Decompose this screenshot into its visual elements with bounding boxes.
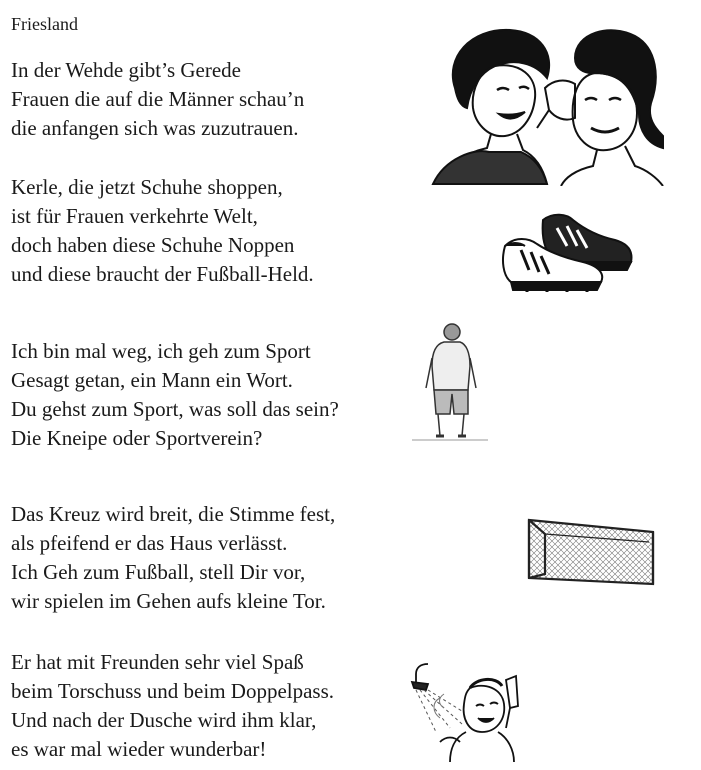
poem-line: Und nach der Dusche wird ihm klar, — [11, 708, 317, 732]
poem-line: als pfeifend er das Haus verlässt. — [11, 531, 288, 555]
stanza-1 — [11, 56, 304, 143]
poem-line: Gesagt getan, ein Mann ein Wort. — [11, 368, 293, 392]
poem-line: Er hat mit Freunden sehr viel Spaß — [11, 650, 304, 674]
poem-line: Frauen die auf die Männer schau’n — [11, 87, 305, 111]
poem-line: beim Torschuss und beim Doppelpass. — [11, 679, 335, 703]
poem-line: In der Wehde gibt’s Gerede — [11, 58, 242, 82]
football-boots-icon — [497, 206, 637, 292]
gossiping-women-icon — [425, 18, 665, 186]
stanza-5 — [11, 648, 334, 764]
poem-line: Kerle, die jetzt Schuhe shoppen, — [11, 175, 283, 199]
poem-line: doch haben diese Schuhe Noppen — [11, 233, 295, 257]
poem-line: Ich Geh zum Fußball, stell Dir vor, — [11, 560, 306, 584]
poem-line: die anfangen sich was zuzutrauen. — [11, 116, 299, 140]
poem-line: wir spielen im Gehen aufs kleine Tor. — [11, 589, 326, 613]
poem-line: Ich bin mal weg, ich geh zum Sport — [11, 339, 311, 363]
walking-man-icon — [406, 318, 490, 444]
shower-man-icon — [410, 658, 526, 764]
poem-line: es war mal wieder wunderbar! — [11, 737, 267, 761]
poem-line: Die Kneipe oder Sportverein? — [11, 426, 263, 450]
poem-line: Du gehst zum Sport, was soll das sein? — [11, 397, 339, 421]
poem-line: ist für Frauen verkehrte Welt, — [11, 204, 258, 228]
poem-title: Friesland — [11, 14, 78, 34]
stanza-3 — [11, 337, 339, 453]
poem-line: Das Kreuz wird breit, die Stimme fest, — [11, 502, 336, 526]
poem-line: und diese braucht der Fußball-Held. — [11, 262, 314, 286]
stanza-4 — [11, 500, 335, 616]
soccer-goal-icon — [525, 514, 661, 586]
stanza-2 — [11, 173, 314, 289]
